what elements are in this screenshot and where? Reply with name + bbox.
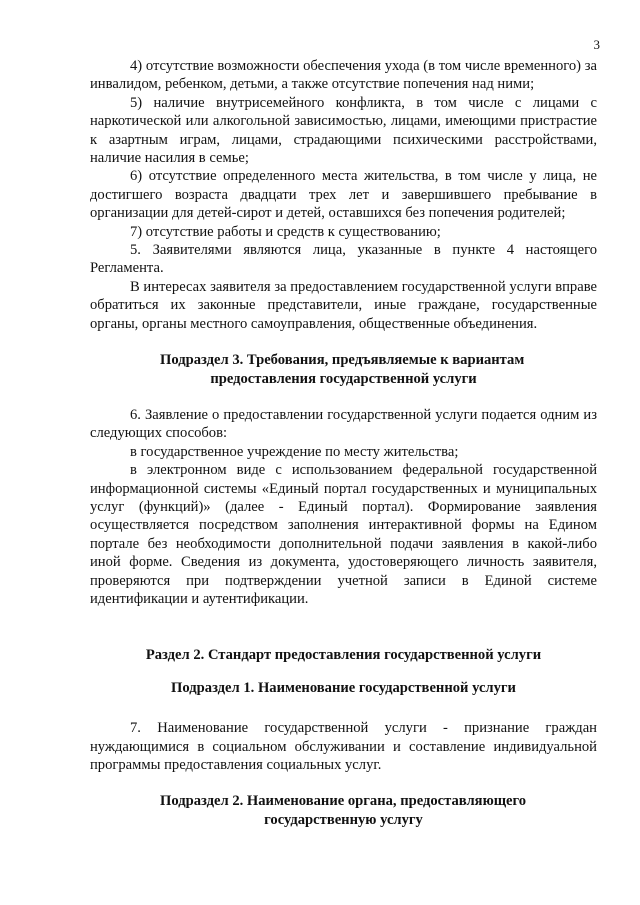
page-number: 3 (593, 37, 600, 52)
subsection-3-heading-line-2: предоставления государственной услуги (210, 370, 477, 387)
subsection-2-heading (90, 792, 597, 829)
paragraph-6-way-1: в государственное учреждение по месту жительства; (130, 443, 459, 460)
subsection-3-heading-line-1: Подраздел 3. Требования, предъявляемые к вариантам (160, 352, 525, 369)
paragraph-6: 6. Заявление о предоставлении государственной услуги подается одним из следующих способов: (90, 406, 597, 442)
list-item-4: 4) отсутствие возможности обеспечения ухода (в том числе временного) за инвалидом, ребенком, детьми, а также отсутствие попечения над ними; (90, 58, 597, 93)
document-body (90, 57, 597, 829)
paragraph-5-representatives: В интересах заявителя за предоставлением государственной услуги вправе обратиться их законные представители, иные граждане, государственные органы, органы местного самоуправления, общественные объединения. (90, 278, 597, 332)
paragraph-6-way-2: в электронном виде с использованием федеральной государственной информационной системы «Единый портал государственных и муниципальных услуг (функций)» (далее - Единый портал). Формирование заявления осуществляется посредством заполнения интерактивной формы на Едином портале без необходимости дополнительной подачи заявления в какой-либо иной форме. Сведения из документа, удостоверяющего личность заявителя, проверяются при подтверждении учетной записи в Единой системе идентификации и аутентификации. (90, 462, 597, 607)
subsection-3-heading (90, 351, 597, 388)
paragraph-7: 7. Наименование государственной услуги - признание граждан нуждающимися в социальном обслуживании и составление индивидуальной программы предоставления социальных услуг. (90, 720, 597, 773)
subsection-1-heading: Подраздел 1. Наименование государственной услуги (171, 679, 516, 696)
subsection-2-heading-line-2: государственную услугу (264, 811, 423, 828)
list-item-6: 6) отсутствие определенного места жительства, в том числе у лица, не достигшего возраста двадцати трех лет и завершившего пребывание в организации для детей-сирот и детей, оставшихся без попечения родителей; (90, 168, 597, 222)
list-item-5: 5) наличие внутрисемейного конфликта, в том числе с лицами с наркотической или алкогольной зависимостью, лицами, имеющими пристрастие к азартным играм, лицами, страдающими психическими расстройствами, наличие насилия в семье; (90, 94, 597, 167)
list-item-7: 7) отсутствие работы и средств к существованию; (130, 223, 441, 240)
section-2-heading: Раздел 2. Стандарт предоставления государственной услуги (145, 647, 542, 664)
subsection-2-heading-line-1: Подраздел 2. Наименование органа, предоставляющего (160, 793, 527, 810)
paragraph-5: 5. Заявителями являются лица, указанные в пункте 4 настоящего Регламента. (90, 242, 597, 277)
